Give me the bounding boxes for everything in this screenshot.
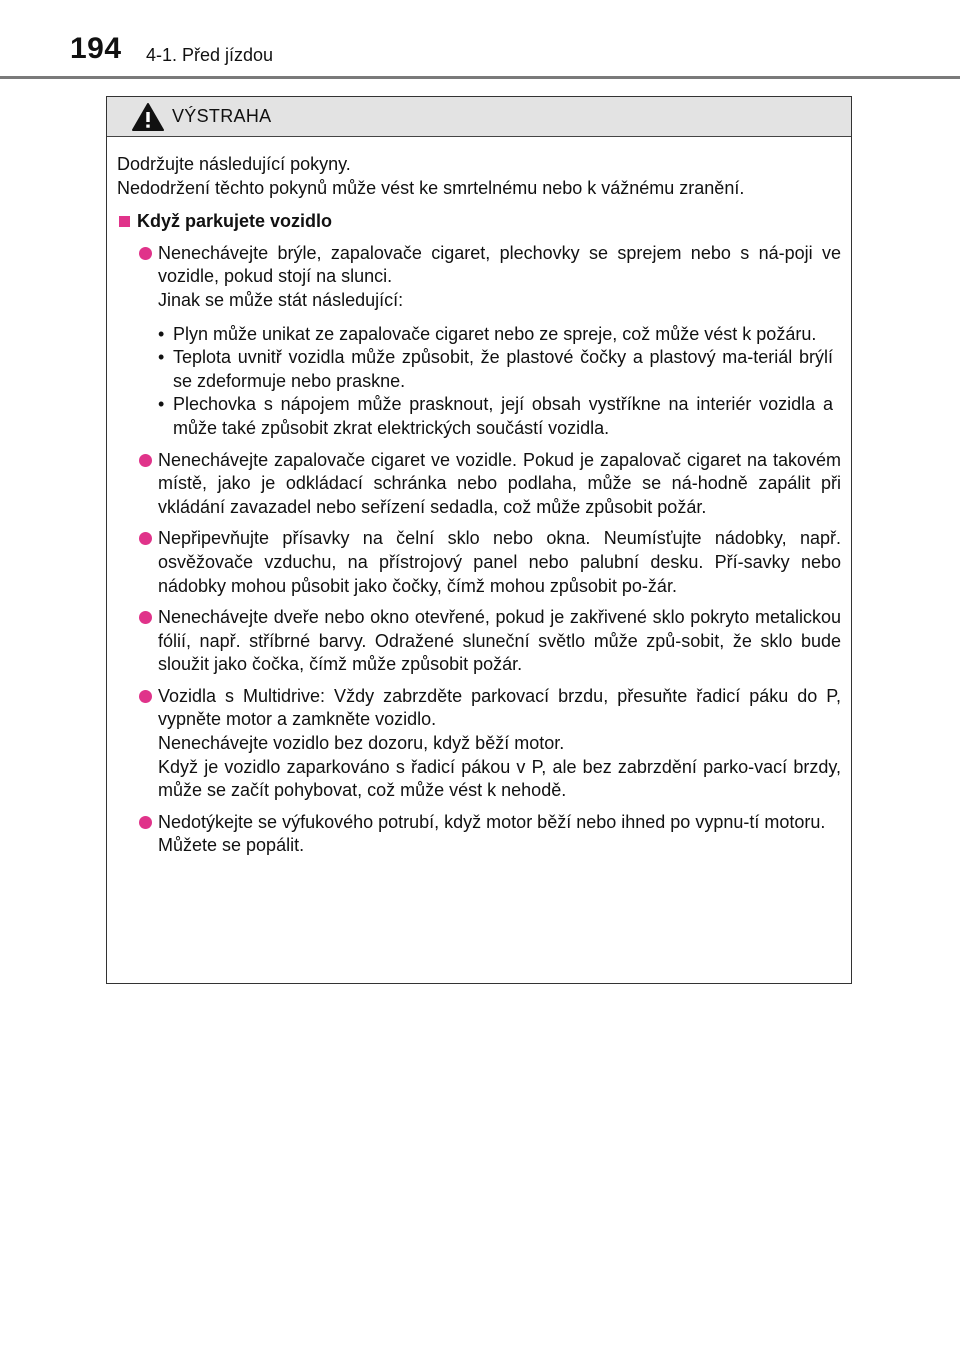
section-title: 4-1. Před jízdou	[146, 45, 274, 65]
point-text	[158, 606, 841, 677]
header-rule	[0, 76, 960, 79]
page-header	[0, 0, 960, 80]
circle-bullet-icon	[139, 690, 152, 703]
bullet-text: Plyn může unikat ze zapalovače cigaret nebo ze spreje, což může vést k požáru.	[173, 323, 817, 344]
point-line: Nenechávejte vozidlo bez dozoru, když běží motor.	[158, 733, 565, 754]
bullet-dot-icon: •	[158, 347, 165, 368]
warning-title: VÝSTRAHA	[172, 106, 272, 126]
bullet-dot-icon: •	[158, 323, 165, 344]
circle-bullet-icon	[139, 532, 152, 545]
point-line: Nepřipevňujte přísavky na čelní sklo nebo okna. Neumísťujte nádobky, např. osvěžovače vzduchu, na přístrojový panel nebo palubní desku. Pří-savky nebo nádobky mohou působit jako čočky, čímž mohou způsobit po-žár.	[158, 528, 841, 596]
intro-line: Dodržujte následující pokyny.	[117, 154, 351, 174]
point-text	[158, 685, 841, 803]
point-line: Nenechávejte zapalovače cigaret ve vozidle. Pokud je zapalovač cigaret na takovém místě, jako je odkládací schránka nebo podlaha, může se ná-hodně zapálit při vkládání zavazadel nebo seřízení sedadla, což může způsobit požár.	[158, 449, 841, 517]
point-line: Nenechávejte dveře nebo okno otevřené, pokud je zakřivené sklo pokryto metalickou fólií, např. stříbrné barvy. Odražené sluneční světlo může způ-sobit, že sklo bude sloužit jako čočka, čímž může způsobit požár.	[158, 607, 841, 675]
bullet-text: Teplota uvnitř vozidla může způsobit, že plastové čočky a plastový ma-teriál brýlí se zdeformuje nebo praskne.	[173, 347, 833, 391]
point-line: Nedotýkejte se výfukového potrubí, když motor běží nebo ihned po vypnu-tí motoru.	[158, 811, 826, 832]
warning-point	[117, 449, 841, 520]
warning-header	[107, 97, 851, 137]
point-text	[158, 242, 841, 441]
intro-line: Nedodržení těchto pokynů může vést ke smrtelnému nebo k vážnému zranění.	[117, 177, 745, 198]
point-line: Když je vozidlo zaparkováno s řadicí pákou v P, ale bez zabrzdění parko-vací brzdy, může se začít pohybovat, což může vést k nehodě.	[158, 756, 841, 801]
bullet-list	[158, 323, 841, 441]
subheading-text: Když parkujete vozidlo	[137, 211, 333, 232]
point-line: Vozidla s Multidrive: Vždy zabrzděte parkovací brzdu, přesuňte řadicí páku do P, vypněte motor a zamkněte vozidlo.	[158, 685, 841, 730]
circle-bullet-icon	[139, 611, 152, 624]
circle-bullet-icon	[139, 454, 152, 467]
point-text	[158, 527, 841, 598]
warning-point	[117, 811, 841, 858]
point-line: Nenechávejte brýle, zapalovače cigaret, plechovky se sprejem nebo s ná-poji ve vozidle, pokud stojí na slunci.	[158, 242, 841, 287]
bullet-item	[144, 346, 833, 393]
subheading	[117, 210, 841, 234]
warning-intro	[117, 153, 841, 200]
point-line: Můžete se popálit.	[158, 835, 305, 856]
bullet-dot-icon: •	[158, 394, 165, 415]
bullet-item	[144, 323, 833, 347]
page-number: 194	[70, 32, 122, 65]
point-line: Jinak se může stát následující:	[158, 289, 404, 310]
warning-triangle-icon	[131, 102, 165, 132]
square-bullet-icon	[119, 216, 130, 227]
circle-bullet-icon	[139, 247, 152, 260]
warning-point	[117, 606, 841, 677]
warning-point	[117, 527, 841, 598]
bullet-item	[144, 393, 833, 440]
bullet-text: Plechovka s nápojem může prasknout, její obsah vystříkne na interiér vozidla a může také způsobit zkrat elektrických součástí vozidla.	[173, 394, 833, 438]
warning-point	[117, 685, 841, 803]
warning-box	[106, 96, 852, 984]
circle-bullet-icon	[139, 816, 152, 829]
point-text	[158, 811, 841, 858]
point-text	[158, 449, 841, 520]
warning-body	[107, 137, 851, 858]
warning-point	[117, 242, 841, 441]
